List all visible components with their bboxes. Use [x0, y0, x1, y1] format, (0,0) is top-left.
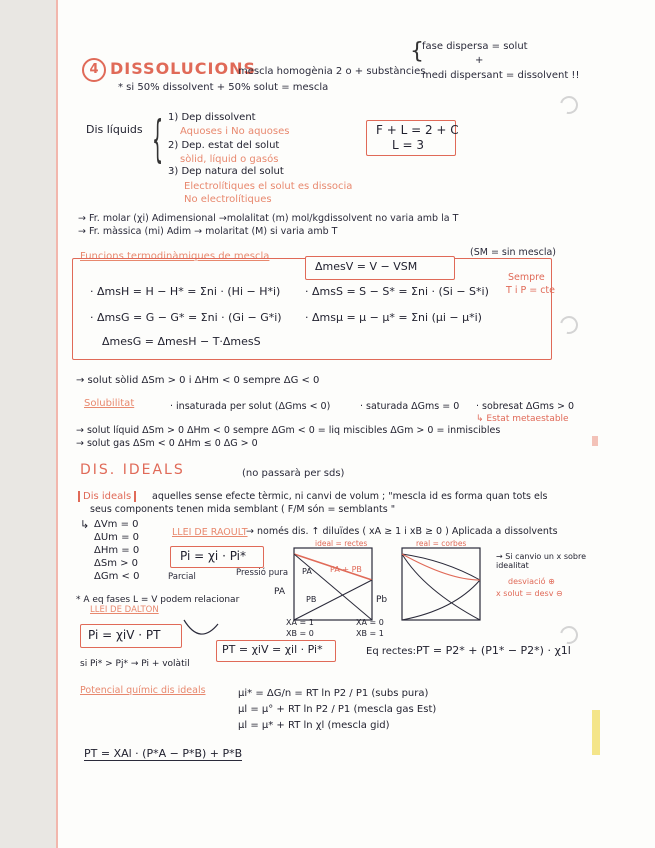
ring-hole-1	[557, 93, 582, 118]
fraction-molar: → Fr. molar (χi) Adimensional →molalitat (m) mol/kgdissolvent no varia amb la T	[78, 213, 459, 224]
xa1-label: XA = 1	[286, 618, 314, 627]
potencial-3: μl = μ* + RT ln χl (mescla gid)	[238, 720, 390, 731]
ideal-label: ideal = rectes	[315, 539, 368, 548]
pb-line-label: PB	[306, 595, 317, 604]
ideals-title: DIS. IDEALS	[80, 462, 185, 478]
eq-rectes: PT = P2* + (P1* − P2*) · χ1l	[416, 644, 571, 657]
xa0-label: XA = 0	[356, 618, 384, 627]
final-eq: PT = XAl · (P*A − P*B) + P*B	[84, 747, 243, 760]
desviacio-neg: x solut = desv ⊖	[496, 589, 563, 598]
ideals-note: (no passarà per sds)	[242, 468, 345, 479]
liquids-brace: {	[152, 110, 164, 168]
ring-hole-2	[557, 313, 582, 338]
ideals-def-2: seus components tenen mida semblant ( F/M són = semblants "	[90, 504, 396, 515]
no-electrolitiques: No electrolítiques	[184, 194, 272, 205]
margin-line	[56, 0, 58, 848]
real-label: real = corbes	[416, 539, 467, 548]
header-note: * si 50% dissolvent + 50% solut = mescla	[118, 82, 329, 93]
electrolitiques: Electrolítiques el solut es dissocia	[184, 181, 353, 192]
raoult-text: → només dis. ↑ diluïdes ( xA ≥ 1 i xB ≥ 0 ) Aplicada a dissolvents	[246, 526, 558, 537]
brace: {	[410, 39, 424, 64]
medi-dispersant: medi dispersant = dissolvent !!	[422, 70, 580, 81]
solid-liquid-gas: sòlid, líquid o gasós	[180, 154, 279, 165]
raoult-label: LLEI DE RAOULT	[172, 527, 248, 538]
dep-natura: 3) Dep natura del solut	[168, 166, 284, 177]
funcions-title: Funcions termodinàmiques de mescla	[80, 251, 270, 262]
insaturada: · insaturada per solut (ΔGms < 0)	[170, 401, 331, 412]
plus-sign: +	[475, 55, 484, 66]
props-arrow-icon: ↳	[80, 518, 90, 531]
eq-enthalpy: · ΔmsH = H − H* = Σni · (Hi − H*i)	[90, 285, 281, 298]
eq-entropy: · ΔmsS = S − S* = Σni · (Si − S*i)	[305, 285, 489, 298]
dalton-label: LLEI DE DALTON	[90, 605, 159, 615]
pt-eq: PT = χiV = χil · Pi*	[222, 643, 323, 656]
eq-chempot: · Δmsμ = μ − μ* = Σni (μi − μ*i)	[305, 311, 482, 324]
solut-liquid: → solut líquid ΔSm > 0 ΔHm < 0 sempre ΔGm < 0 = liq miscibles ΔGm > 0 = inmiscibles	[76, 425, 501, 436]
solut-solid: → solut sòlid ΔSm > 0 i ΔHm < 0 sempre ΔG < 0	[76, 375, 320, 386]
ideal-diagram	[294, 548, 372, 620]
dis-ideals-label: Dis ideals	[78, 491, 136, 502]
eq-rectes-label: Eq rectes:	[366, 646, 417, 657]
eq-gibbs-helmholtz: ΔmesG = ΔmesH − T·ΔmesS	[102, 335, 261, 348]
xb1-label: XB = 1	[356, 629, 384, 638]
prop-um: ΔUm = 0	[94, 532, 139, 543]
saturada: · saturada ΔGms = 0	[360, 401, 460, 412]
binder-edge	[0, 0, 56, 848]
pressio-label: Pressió pura	[236, 568, 289, 578]
dis-liquids-label: Dis líquids	[86, 123, 143, 136]
sticky-tab-yellow	[592, 710, 600, 755]
xb0-label: XB = 0	[286, 629, 314, 638]
solut-gas: → solut gas ΔSm < 0 ΔHm ≤ 0 ΔG > 0	[76, 438, 258, 449]
desviacio-pos: desviació ⊕	[508, 577, 555, 586]
title-subtitle: mescla homogènia 2 o + substàncies	[238, 66, 426, 77]
sempre-note: Sempre	[508, 272, 545, 283]
sm-note: (SM = sin mescla)	[470, 247, 557, 258]
pa-line-label: PA	[302, 567, 312, 576]
real-diagram	[402, 548, 480, 620]
sobresaturada: · sobresat ΔGms > 0	[476, 401, 574, 412]
tp-cte-note: T i P = cte	[506, 285, 556, 296]
raoult-eq: Pi = χi · Pi*	[180, 549, 247, 563]
si-pi-note: si Pi* > Pj* → Pi + volàtil	[80, 659, 190, 669]
eq-gibbs: · ΔmsG = G − G* = Σni · (Gi − G*i)	[90, 311, 282, 324]
dalton-eq: Pi = χiV · PT	[88, 628, 161, 642]
mesv-eq: ΔmesV = V − VSM	[315, 260, 418, 273]
phase-rule-2: L = 3	[392, 138, 425, 152]
dep-dissolvent: 1) Dep dissolvent	[168, 112, 256, 123]
metaestable: ↳ Estat metaestable	[476, 414, 569, 424]
side-note: → Si canvio un x sobre idealitat	[496, 552, 586, 570]
ideals-def-1: aquelles sense efecte tèrmic, ni canvi de volum ; "mescla id es forma quan tots els	[152, 491, 548, 502]
potencial-2: μl = μ° + RT ln P2 / P1 (mescla gas Est)	[238, 704, 437, 715]
dep-estat: 2) Dep. estat del solut	[168, 140, 280, 151]
dalton-pre: * A eq fases L = V podem relacionar	[76, 595, 240, 605]
prop-gm: ΔGm < 0	[94, 571, 140, 582]
phase-rule-1: F + L = 2 + C	[376, 123, 459, 137]
aquoses: Aquoses i No aquoses	[180, 126, 290, 137]
solubilitat-label: Solubilitat	[84, 398, 135, 409]
parcial-label: Parcial	[168, 572, 196, 582]
fase-dispersa: fase dispersa = solut	[422, 41, 528, 52]
potencial-title: Potencial químic dis ideals	[80, 685, 206, 696]
prop-vm: ΔVm = 0	[94, 519, 139, 530]
page-title: DISSOLUCIONS	[110, 59, 256, 78]
prop-hm: ΔHm = 0	[94, 545, 140, 556]
section-number: 4	[82, 58, 106, 82]
fraction-massica: → Fr. màssica (mi) Adim → molaritat (M) si varia amb T	[78, 226, 338, 237]
sticky-tab-pink	[592, 436, 598, 446]
pb-axis-label: Pb	[376, 595, 388, 605]
pab-line-label: PA + PB	[330, 565, 362, 574]
potencial-1: μi* = ΔG/n = RT ln P2 / P1 (subs pura)	[238, 688, 429, 699]
pa-axis-label: PA	[274, 587, 286, 597]
prop-sm: ΔSm > 0	[94, 558, 139, 569]
